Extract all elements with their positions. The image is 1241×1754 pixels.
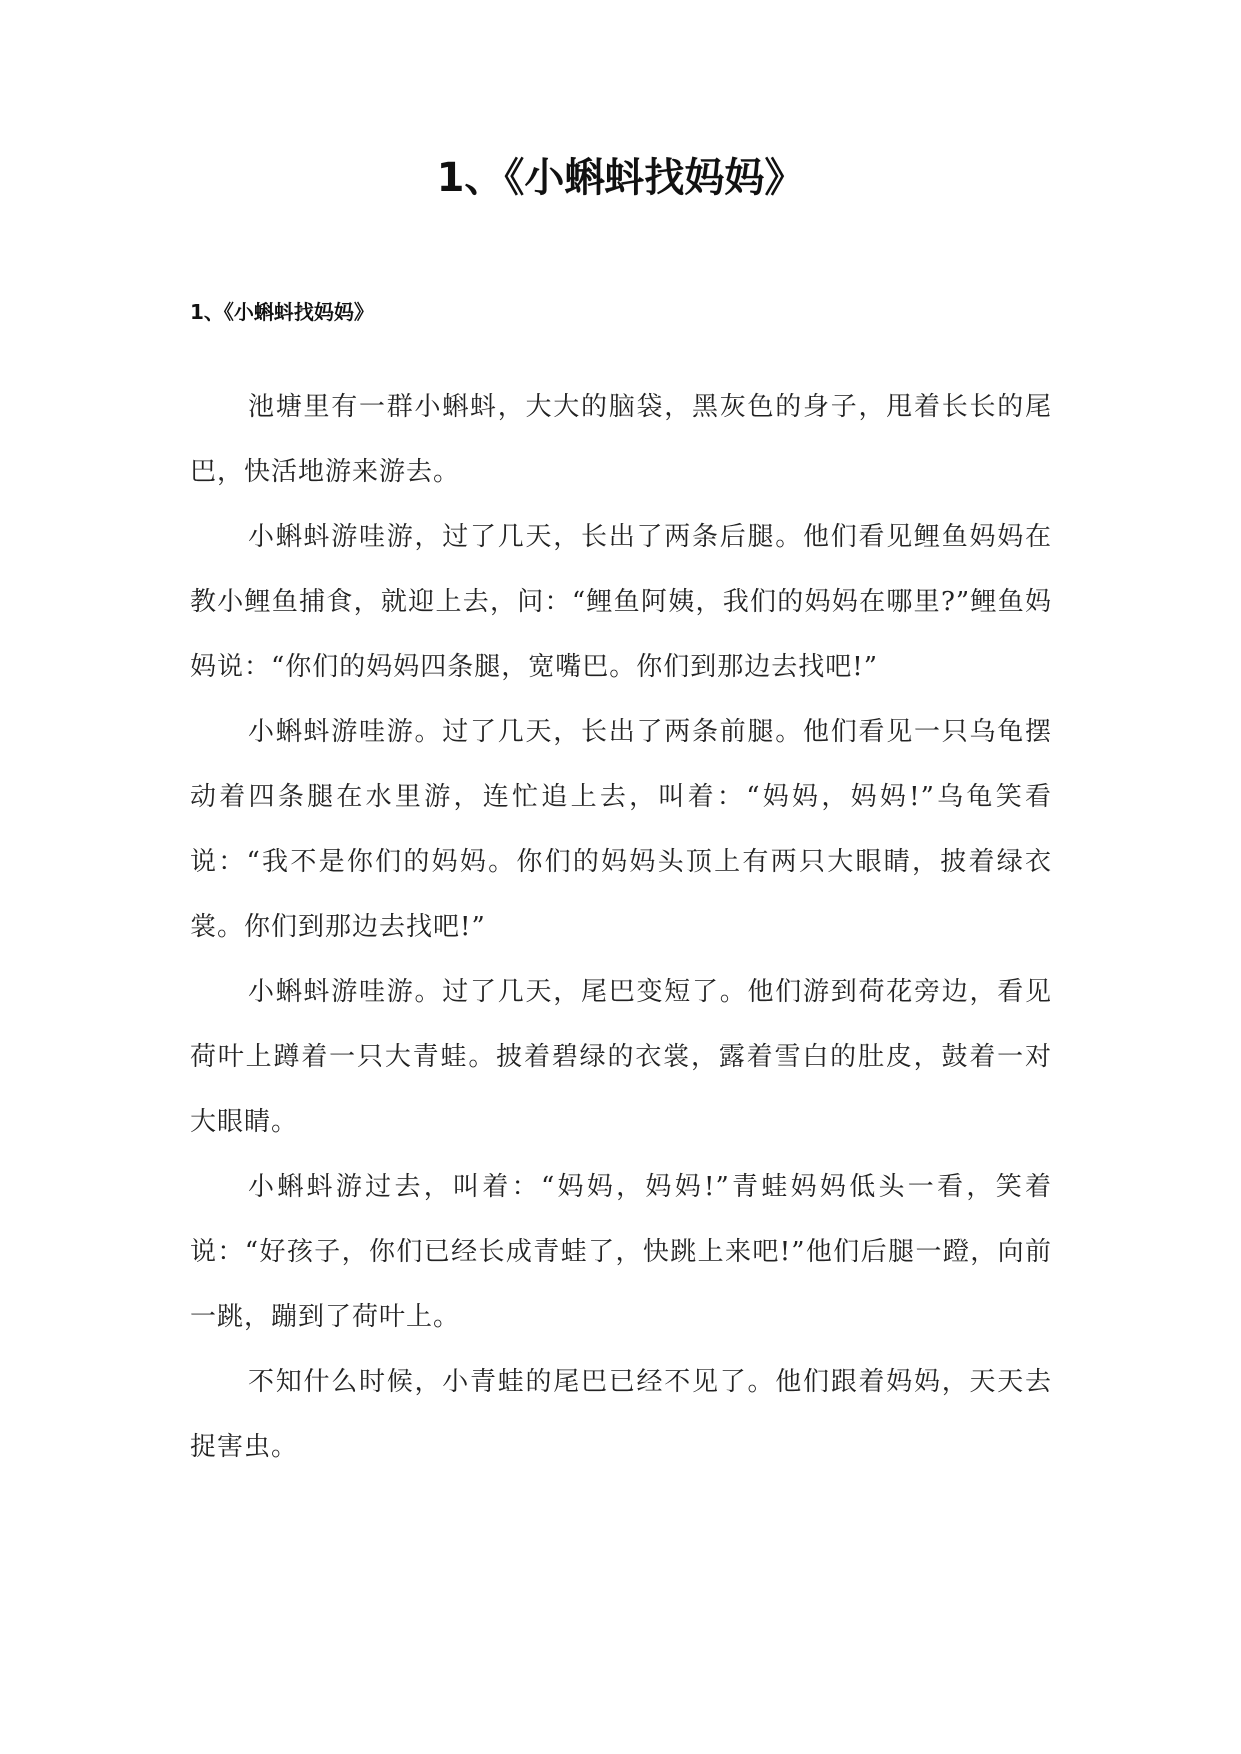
- paragraph: 小蝌蚪游哇游，过了几天，长出了两条后腿。他们看见鲤鱼妈妈在教小鲤鱼捕食，就迎上去，问：“鲤鱼阿姨，我们的妈妈在哪里?”鲤鱼妈妈说：“你们的妈妈四条腿，宽嘴巴。你们到那边去找吧!”: [190, 522, 1052, 682]
- paragraph: 小蝌蚪游哇游。过了几天，长出了两条前腿。他们看见一只乌龟摆动着四条腿在水里游，连忙追上去，叫着：“妈妈，妈妈!”乌龟笑看说：“我不是你们的妈妈。你们的妈妈头顶上有两只大眼睛，披着绿衣裳。你们到那边去找吧!”: [190, 717, 1052, 942]
- paragraph: 池塘里有一群小蝌蚪，大大的脑袋，黑灰色的身子，甩着长长的尾巴，快活地游来游去。: [190, 392, 1052, 487]
- paragraph: 不知什么时候，小青蛙的尾巴已经不见了。他们跟着妈妈，天天去捉害虫。: [190, 1367, 1052, 1462]
- section-heading: 1、《小蝌蚪找妈妈》: [190, 300, 374, 324]
- story-body: [190, 375, 1052, 1480]
- paragraph: 小蝌蚪游哇游。过了几天，尾巴变短了。他们游到荷花旁边，看见荷叶上蹲着一只大青蛙。披着碧绿的衣裳，露着雪白的肚皮，鼓着一对大眼睛。: [190, 977, 1052, 1137]
- paragraph: 小蝌蚪游过去，叫着：“妈妈，妈妈!”青蛙妈妈低头一看，笑着说：“好孩子，你们已经长成青蛙了，快跳上来吧!”他们后腿一蹬，向前一跳，蹦到了荷叶上。: [190, 1172, 1052, 1332]
- document-title: 1、《小蝌蚪找妈妈》: [436, 155, 805, 201]
